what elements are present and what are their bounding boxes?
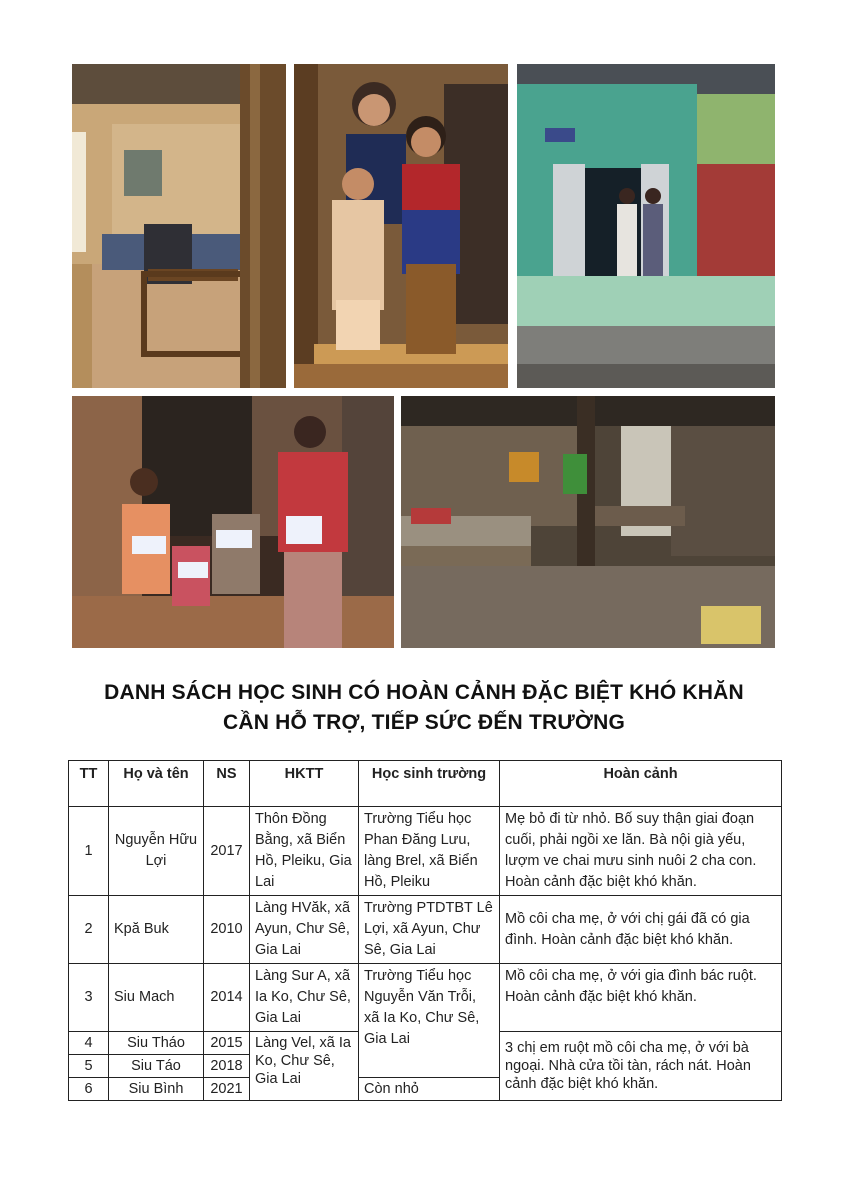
header-name: Họ và tên <box>109 761 204 807</box>
cell-situation-shared: 3 chị em ruột mồ côi cha mẹ, ở với bà ngoại. Nhà cửa tồi tàn, rách nát. Hoàn cảnh đặc biệt khó khăn. <box>500 1032 782 1101</box>
mother-and-children-with-gifts-photo <box>72 396 394 648</box>
cell-hktt: Thôn Đồng Bằng, xã Biển Hồ, Pleiku, Gia Lai <box>250 807 359 896</box>
cell-tt: 3 <box>69 964 109 1032</box>
student-list-table <box>68 760 782 1101</box>
cell-situation: Mẹ bỏ đi từ nhỏ. Bố suy thận giai đoạn cuối, phải ngồi xe lăn. Bà nội già yếu, lượm ve chai mưu sinh nuôi 2 cha con. Hoàn cảnh đặc biệt khó khăn. <box>500 807 782 896</box>
cell-ns: 2014 <box>204 964 250 1032</box>
header-ns: NS <box>204 761 250 807</box>
cell-tt: 1 <box>69 807 109 896</box>
document-title-line-2: CẦN HỖ TRỢ, TIẾP SỨC ĐẾN TRƯỜNG <box>222 711 625 734</box>
cell-tt: 2 <box>69 896 109 964</box>
table-header-row <box>69 761 782 807</box>
cell-school-shared: Trường Tiểu học Nguyễn Văn Trỗi, xã Ia Ko, Chư Sê, Gia Lai <box>359 964 500 1078</box>
cell-name: Siu Táo <box>109 1055 204 1078</box>
header-situation: Hoàn cảnh <box>500 761 782 807</box>
cell-school: Còn nhỏ <box>359 1078 500 1101</box>
cell-ns: 2018 <box>204 1055 250 1078</box>
cell-name: Siu Mach <box>109 964 204 1032</box>
cell-hktt: Làng HVăk, xã Ayun, Chư Sê, Gia Lai <box>250 896 359 964</box>
makeshift-kitchen-interior-photo <box>401 396 775 648</box>
empty-room-with-bed-photo <box>72 64 286 388</box>
cell-tt: 4 <box>69 1032 109 1055</box>
cell-school: Trường Tiểu học Phan Đăng Lưu, làng Brel, xã Biển Hồ, Pleiku <box>359 807 500 896</box>
cell-ns: 2021 <box>204 1078 250 1101</box>
cell-name: Siu Bình <box>109 1078 204 1101</box>
cell-ns: 2010 <box>204 896 250 964</box>
three-children-in-doorway-photo <box>294 64 508 388</box>
cell-school: Trường PTDTBT Lê Lợi, xã Ayun, Chư Sê, Gia Lai <box>359 896 500 964</box>
cell-name: Siu Tháo <box>109 1032 204 1055</box>
cell-hktt: Làng Sur A, xã Ia Ko, Chư Sê, Gia Lai <box>250 964 359 1032</box>
cell-tt: 6 <box>69 1078 109 1101</box>
table-row <box>69 896 782 964</box>
cell-tt: 5 <box>69 1055 109 1078</box>
header-tt: TT <box>69 761 109 807</box>
document-title-line-1: DANH SÁCH HỌC SINH CÓ HOÀN CẢNH ĐẶC BIỆT KHÓ KHĂN <box>104 681 744 704</box>
cell-ns: 2017 <box>204 807 250 896</box>
house-with-two-women-photo <box>517 64 775 388</box>
table-row <box>69 964 782 1032</box>
cell-situation: Mồ côi cha mẹ, ở với gia đình bác ruột. Hoàn cảnh đặc biệt khó khăn. <box>500 964 782 1032</box>
cell-name: Kpă Buk <box>109 896 204 964</box>
header-hktt: HKTT <box>250 761 359 807</box>
table-row <box>69 807 782 896</box>
header-school: Học sinh trường <box>359 761 500 807</box>
cell-situation: Mồ côi cha mẹ, ở với chị gái đã có gia đình. Hoàn cảnh đặc biệt khó khăn. <box>500 896 782 964</box>
cell-ns: 2015 <box>204 1032 250 1055</box>
cell-hktt-shared: Làng Vel, xã Ia Ko, Chư Sê, Gia Lai <box>250 1032 359 1101</box>
cell-name: Nguyễn Hữu Lợi <box>109 807 204 896</box>
